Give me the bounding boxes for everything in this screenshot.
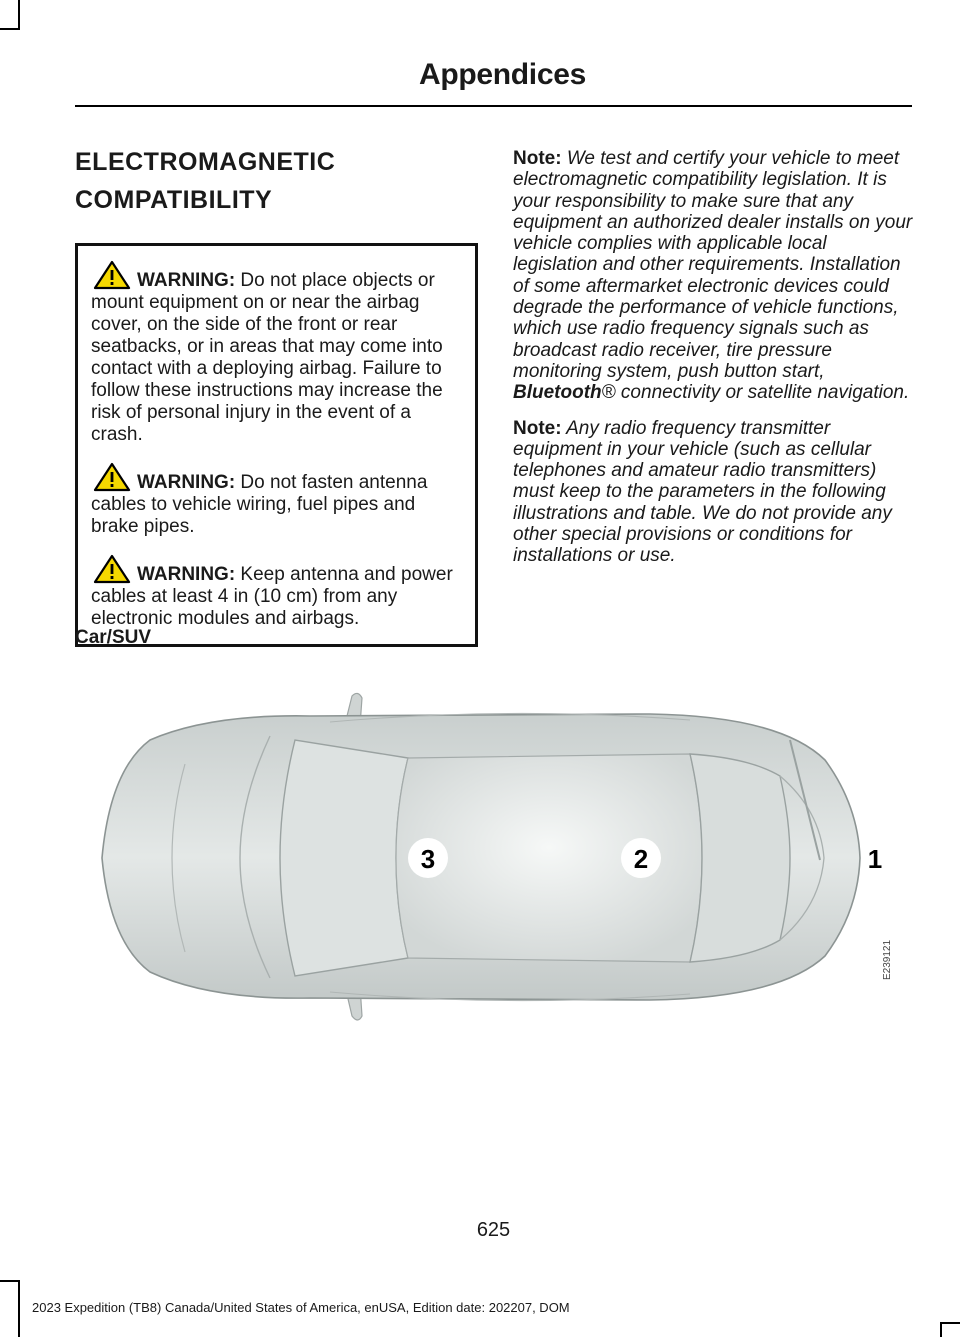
warning-triangle-icon [93,554,131,584]
svg-text:3: 3 [420,844,436,874]
crop-mark [18,1280,20,1337]
warning-triangle-icon [93,462,131,492]
crop-mark [0,1280,20,1282]
warning-item [91,260,467,446]
crop-mark [18,0,20,28]
crop-mark [940,1322,960,1324]
warning-item [91,462,467,538]
bluetooth-brand: Bluetooth [513,382,602,404]
warning-text: Keep antenna and power cables at least 4 in (10 cm) from any electronic modules and airbags. [91,564,453,629]
warning-triangle-icon [93,260,131,290]
left-column [75,143,475,647]
note-label: Note: [513,148,562,169]
note-label: Note: [513,417,562,439]
warning-label: WARNING: [137,564,236,585]
warning-text: Do not fasten antenna cables to vehicle wiring, fuel pipes and brake pipes. [91,472,428,537]
warning-box [75,243,478,647]
edition-footer: 2023 Expedition (TB8) Canada/United States of America, enUSA, Edition date: 202207, DOM [32,1300,570,1315]
callout-2 [621,838,661,878]
figure-label: Car/SUV [75,627,152,648]
warning-text: Do not place objects or mount equipment on or near the airbag cover, on the side of the front or rear seatbacks, or in areas that may come into contact with a deploying airbag. Failure to follow these instructions may increase the risk of personal injury in the event of a crash. [91,270,443,445]
note-paragraph: Note: We test and certify your vehicle to meet electromagnetic compatibility legislation. It is your responsibility to make sure that any equipment an authorized dealer installs on your vehicle complies with applicable local legislation and other requirements. Installation of some aftermarket electronic devices could degrade the performance of vehicle functions, which use radio frequency signals such as broadcast radio receiver, tire pressure monitoring system, push button start, Bluetooth® connectivity or satellite navigation. [513,148,913,404]
warning-item [91,554,467,630]
warning-label: WARNING: [137,472,236,493]
crop-mark [0,28,20,30]
header-rule [75,105,912,107]
callout-3 [408,838,448,878]
figure-code: E239121 [882,939,893,980]
page-number: 625 [476,1219,511,1241]
callout-1 [868,844,882,874]
car-top-view-illustration [90,680,900,1040]
svg-text:1: 1 [867,844,883,874]
right-column [513,148,913,581]
page-header-title: Appendices [418,58,586,91]
svg-text:2: 2 [633,844,649,874]
section-title: ELECTROMAGNETIC COMPATIBILITY [75,148,336,214]
note-paragraph: Note: Any radio frequency transmitter equipment in your vehicle (such as cellular telephones and amateur radio transmitters) must keep to the parameters in the following illustrations and table. We do not provide any other special provisions or conditions for installations or use. [513,417,892,567]
crop-mark [940,1322,942,1337]
warning-label: WARNING: [137,270,236,291]
